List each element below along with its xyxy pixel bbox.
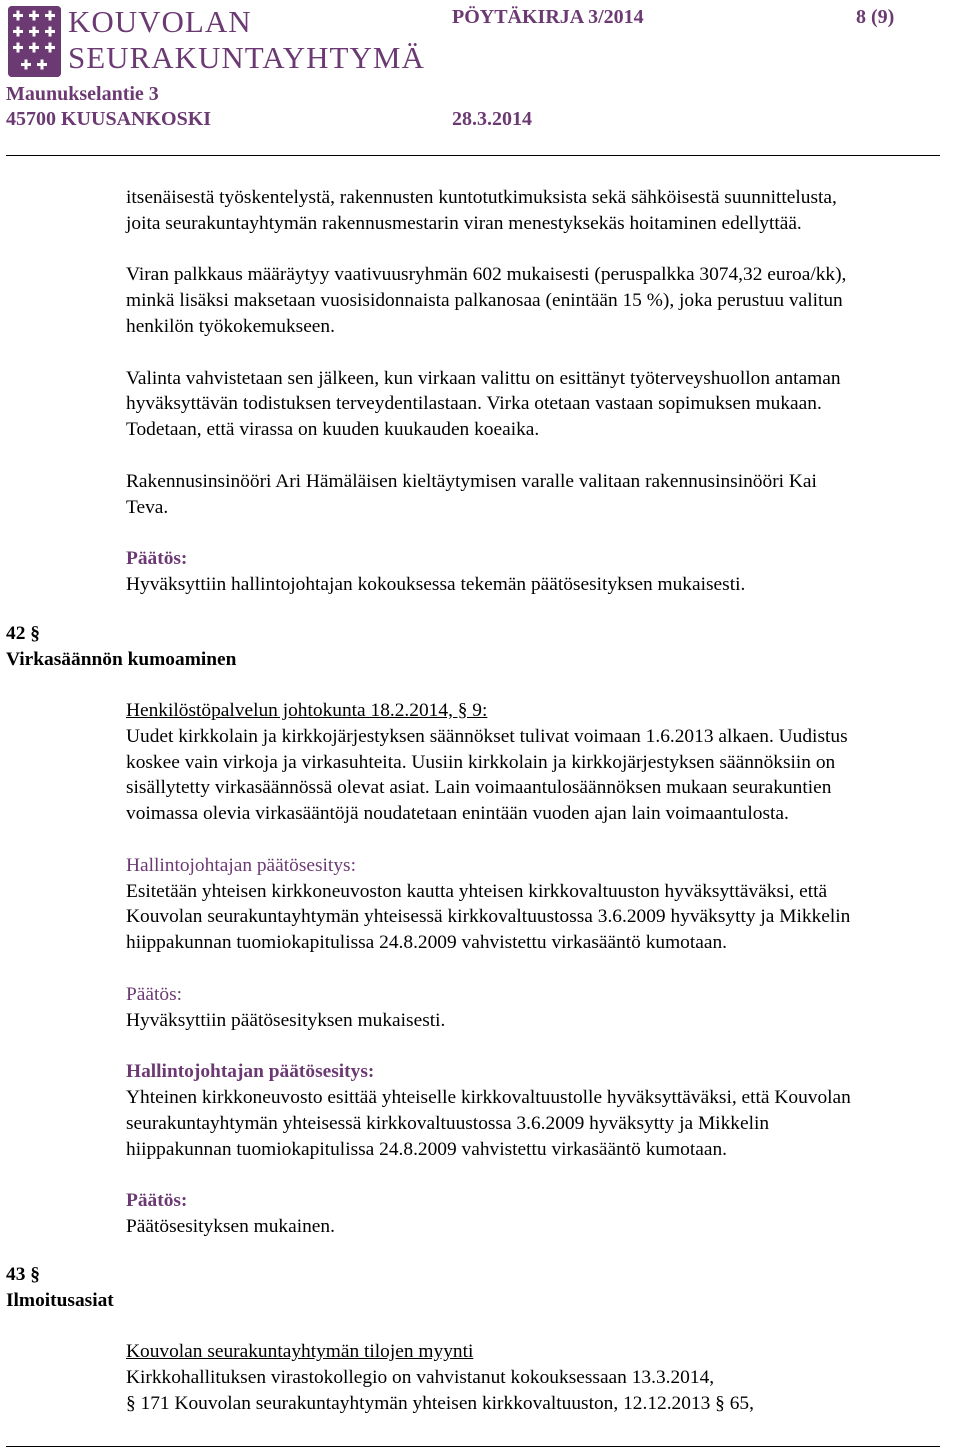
- text-line: koskee vain virkoja ja virkasuhteita. Uusiin kirkkolain ja kirkkojärjestyksen säännöksiin on: [126, 751, 836, 773]
- address-city: 45700 KUUSANKOSKI: [6, 108, 212, 130]
- text-line: hiippakunnan tuomiokapitulissa 24.8.2009 vahvistettu virkasääntö kumotaan.: [126, 932, 728, 954]
- document-title: PÖYTÄKIRJA 3/2014: [452, 6, 644, 28]
- section-42-body: [126, 698, 960, 1240]
- text-line: Kirkkohallituksen virastokollegio on vahvistanut kokouksessaan 13.3.2014,: [126, 1366, 715, 1388]
- section-43-reference-link[interactable]: Kouvolan seurakuntayhtymän tilojen myynti: [126, 1341, 474, 1362]
- text-line: itsenäisestä työskentelystä, rakennusten kuntotutkimuksista sekä sähköisestä suunnittelusta,: [126, 187, 837, 208]
- text-line: hiippakunnan tuomiokapitulissa 24.8.2009 vahvistettu virkasääntö kumotaan.: [126, 1138, 728, 1160]
- text-line: voimassa olevia virkasääntöjä noudatetaan enintään vuoden ajan lain voimaantulosta.: [126, 803, 789, 825]
- text-line: minkä lisäksi maksetaan vuosisidonnaista palkanosaa (enintään 15 %), joka perustuu valitun: [126, 290, 843, 312]
- text-line: Teva.: [126, 496, 169, 518]
- section-43-title: Ilmoitusasiat: [6, 1290, 114, 1311]
- address-street: Maunukselantie 3: [6, 83, 159, 105]
- section-42-reference-link[interactable]: Henkilöstöpalvelun johtokunta 18.2.2014, § 9:: [126, 700, 488, 721]
- text-line: Uudet kirkkolain ja kirkkojärjestyksen säännökset tulivat voimaan 1.6.2013 alkaen. Uudistus: [126, 725, 848, 747]
- text-line: Esitetään yhteisen kirkkoneuvoston kautta yhteisen kirkkovaltuuston hyväksyttäväksi, että: [126, 880, 828, 902]
- continued-section: [126, 185, 960, 598]
- decision-text: Hyväksyttiin päätösesityksen mukaisesti.: [126, 1009, 446, 1031]
- document-date: 28.3.2014: [452, 108, 532, 130]
- text-line: Rakennusinsinööri Ari Hämäläisen kieltäytymisen varalle valitaan rakennusinsinööri Kai: [126, 470, 817, 492]
- section-43-number: 43 §: [6, 1264, 40, 1285]
- text-line: sisällytetty virkasäännössä olevat asiat. Lain voimaantulosäännöksen mukaan seurakuntien: [126, 777, 832, 799]
- logo-line2: SEURAKUNTAYHTYMÄ: [68, 40, 425, 75]
- page-number: 8 (9): [856, 6, 895, 28]
- decision-text: Päätösesityksen mukainen.: [126, 1215, 335, 1237]
- text-line: joita seurakuntayhtymän rakennusmestarin viran menestyksekäs hoitaminen edellyttää.: [126, 212, 802, 234]
- logo-line1: KOUVOLAN: [68, 4, 252, 39]
- text-line: Valinta vahvistetaan sen jälkeen, kun virkaan valittu on esittänyt työterveyshuollon antaman: [126, 367, 841, 389]
- text-line: Yhteinen kirkkoneuvosto esittää yhteiselle kirkkovaltuustolle hyväksyttäväksi, että Kouvolan: [126, 1086, 851, 1108]
- decision-label: Päätös:: [126, 983, 183, 1005]
- proposal-label: Hallintojohtajan päätösesitys:: [126, 1061, 375, 1083]
- proposal-label: Hallintojohtajan päätösesitys:: [126, 854, 356, 876]
- footer-rule: [6, 1446, 940, 1447]
- header-rule: [6, 155, 940, 156]
- text-line: hyväksyttävän todistuksen terveydentilastaan. Virka otetaan vastaan sopimuksen mukaan.: [126, 393, 822, 415]
- text-line: henkilön työkokemukseen.: [126, 315, 335, 337]
- text-line: § 171 Kouvolan seurakuntayhtymän yhteisen kirkkovaltuuston, 12.12.2013 § 65,: [126, 1392, 754, 1414]
- text-line: Viran palkkaus määräytyy vaativuusryhmän 602 mukaisesti (peruspalkka 3074,32 euroa/kk),: [126, 264, 847, 286]
- decision-text: Hyväksyttiin hallintojohtajan kokouksessa tekemän päätösesityksen mukaisesti.: [126, 573, 746, 595]
- text-line: Kouvolan seurakuntayhtymän yhteisessä kirkkovaltuustossa 3.6.2009 hyväksytty ja Mikkelin: [126, 906, 851, 928]
- text-line: Todetaan, että virassa on kuuden kuukauden koeaika.: [126, 419, 540, 441]
- section-43-body: [126, 1339, 960, 1416]
- text-line: seurakuntayhtymän yhteisessä kirkkovaltuustossa 3.6.2009 hyväksytty ja Mikkelin: [126, 1112, 770, 1134]
- logo-cross-grid-icon: [8, 6, 61, 77]
- decision-label: Päätös:: [126, 548, 188, 570]
- section-42-title: Virkasäännön kumoaminen: [6, 649, 237, 670]
- section-42-number: 42 §: [6, 623, 40, 644]
- decision-label: Päätös:: [126, 1190, 188, 1212]
